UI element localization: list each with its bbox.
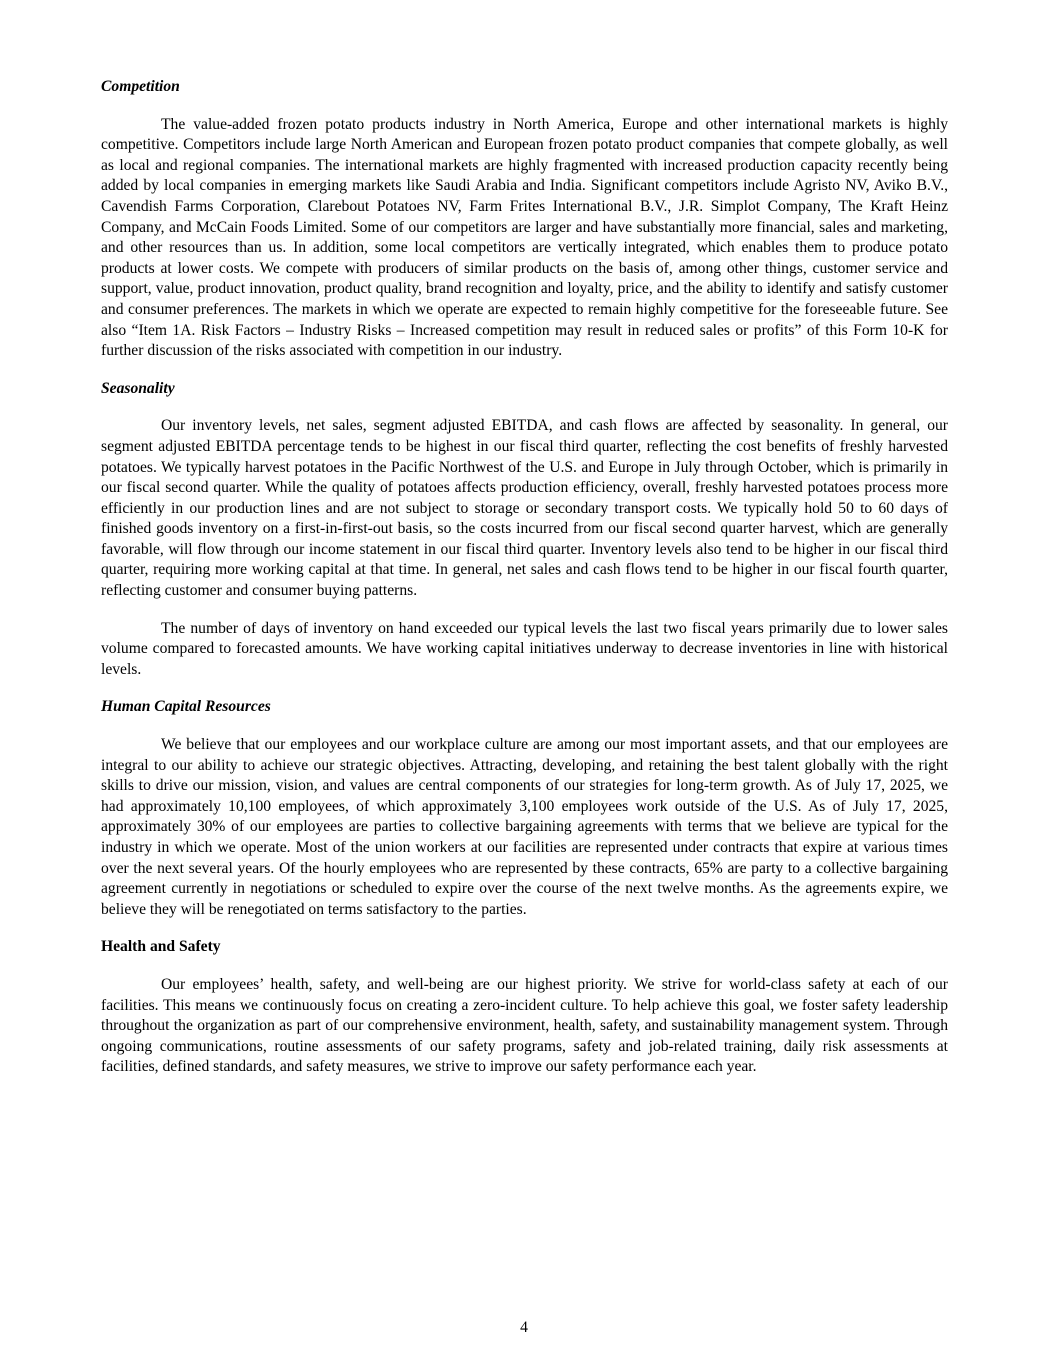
section-heading-health-safety: Health and Safety <box>101 938 221 956</box>
health-safety-paragraph: Our employees’ health, safety, and well-being are our highest priority. We strive for world-class safety at each of our facilities. This means we continuously focus on creating a zero-incident culture. To help achieve this goal, we foster safety leadership throughout the organization as part of our comprehensive environment, health, safety, and sustainability management system. Through ongoing communications, routine assessments of our safety programs, safety and job-related training, daily risk assessments at facilities, defined standards, and safety measures, we strive to improve our safety performance each year. <box>101 975 948 1076</box>
page-number: 4 <box>520 1319 528 1336</box>
page-body <box>101 77 948 1095</box>
competition-paragraph: The value-added frozen potato products industry in North America, Europe and other international markets is highly competitive. Competitors include large North American and European frozen potato product companies that compete globally, as well as local and regional companies. The international markets are highly fragmented with increased production capacity recently being added by local companies in emerging markets like Saudi Arabia and India. Significant competitors include Agristo NV, Aviko B.V., Cavendish Farms Corporation, Clarebout Potatoes NV, Farm Frites International B.V., J.R. Simplot Company, The Kraft Heinz Company, and McCain Foods Limited. Some of our competitors are larger and have substantially more financial, sales and marketing, and other resources than us. In addition, some local competitors are vertically integrated, which enables them to produce potato products at lower costs. We compete with producers of similar products on the basis of, among other things, customer service and support, value, product innovation, product quality, brand recognition and loyalty, price, and the ability to identify and satisfy customer and consumer preferences. The markets in which we operate are expected to remain highly competitive for the foreseeable future. See also “Item 1A. Risk Factors – Industry Risks – Increased competition may result in reduced sales or profits” of this Form 10-K for further discussion of the risks associated with competition in our industry. <box>101 115 948 360</box>
section-heading-human-capital: Human Capital Resources <box>101 698 271 716</box>
section-heading-competition: Competition <box>101 78 180 95</box>
seasonality-paragraph-1: Our inventory levels, net sales, segment adjusted EBITDA, and cash flows are affected by seasonality. In general, our segment adjusted EBITDA percentage tends to be highest in our fiscal third quarter, reflecting the cost benefits of freshly harvested potatoes. We typically harvest potatoes in the Pacific Northwest of the U.S. and Europe in July through October, which is primarily in our fiscal second quarter. While the quality of potatoes affects production efficiency, overall, freshly harvested potatoes process more efficiently in our production lines and are not subject to storage or secondary transport costs. We typically hold 50 to 60 days of finished goods inventory on a first-in-first-out basis, so the costs incurred from our fiscal second quarter harvest, which are generally favorable, will flow through our income statement in our fiscal third quarter. Inventory levels also tend to be higher in our fiscal third quarter, requiring more working capital at that time. In general, net sales and cash flows tend to be higher in our fiscal fourth quarter, reflecting customer and consumer buying patterns. <box>101 417 948 600</box>
section-heading-seasonality: Seasonality <box>101 379 175 397</box>
human-capital-paragraph: We believe that our employees and our workplace culture are among our most important assets, and that our employees are integral to our ability to achieve our strategic objectives. Attracting, developing, and retaining the best talent globally with the right skills to drive our mission, vision, and values are central components of our strategies for long-term growth. As of July 17, 2025, we had approximately 10,100 employees, of which approximately 3,100 employees work outside of the U.S. As of July 17, 2025, approximately 30% of our employees are parties to collective bargaining agreements with terms that we believe are typical for the industry in which we operate. Most of the union workers at our facilities are represented under contracts that expire at various times over the next several years. Of the hourly employees who are represented by these contracts, 65% are party to a collective bargaining agreement currently in negotiations or scheduled to expire over the course of the next twelve months. As the agreements expire, we believe they will be renegotiated on terms satisfactory to the parties. <box>101 736 948 918</box>
seasonality-paragraph-2: The number of days of inventory on hand exceeded our typical levels the last two fiscal years primarily due to lower sales volume compared to forecasted amounts. We have working capital initiatives underway to decrease inventories in line with historical levels. <box>101 619 948 678</box>
